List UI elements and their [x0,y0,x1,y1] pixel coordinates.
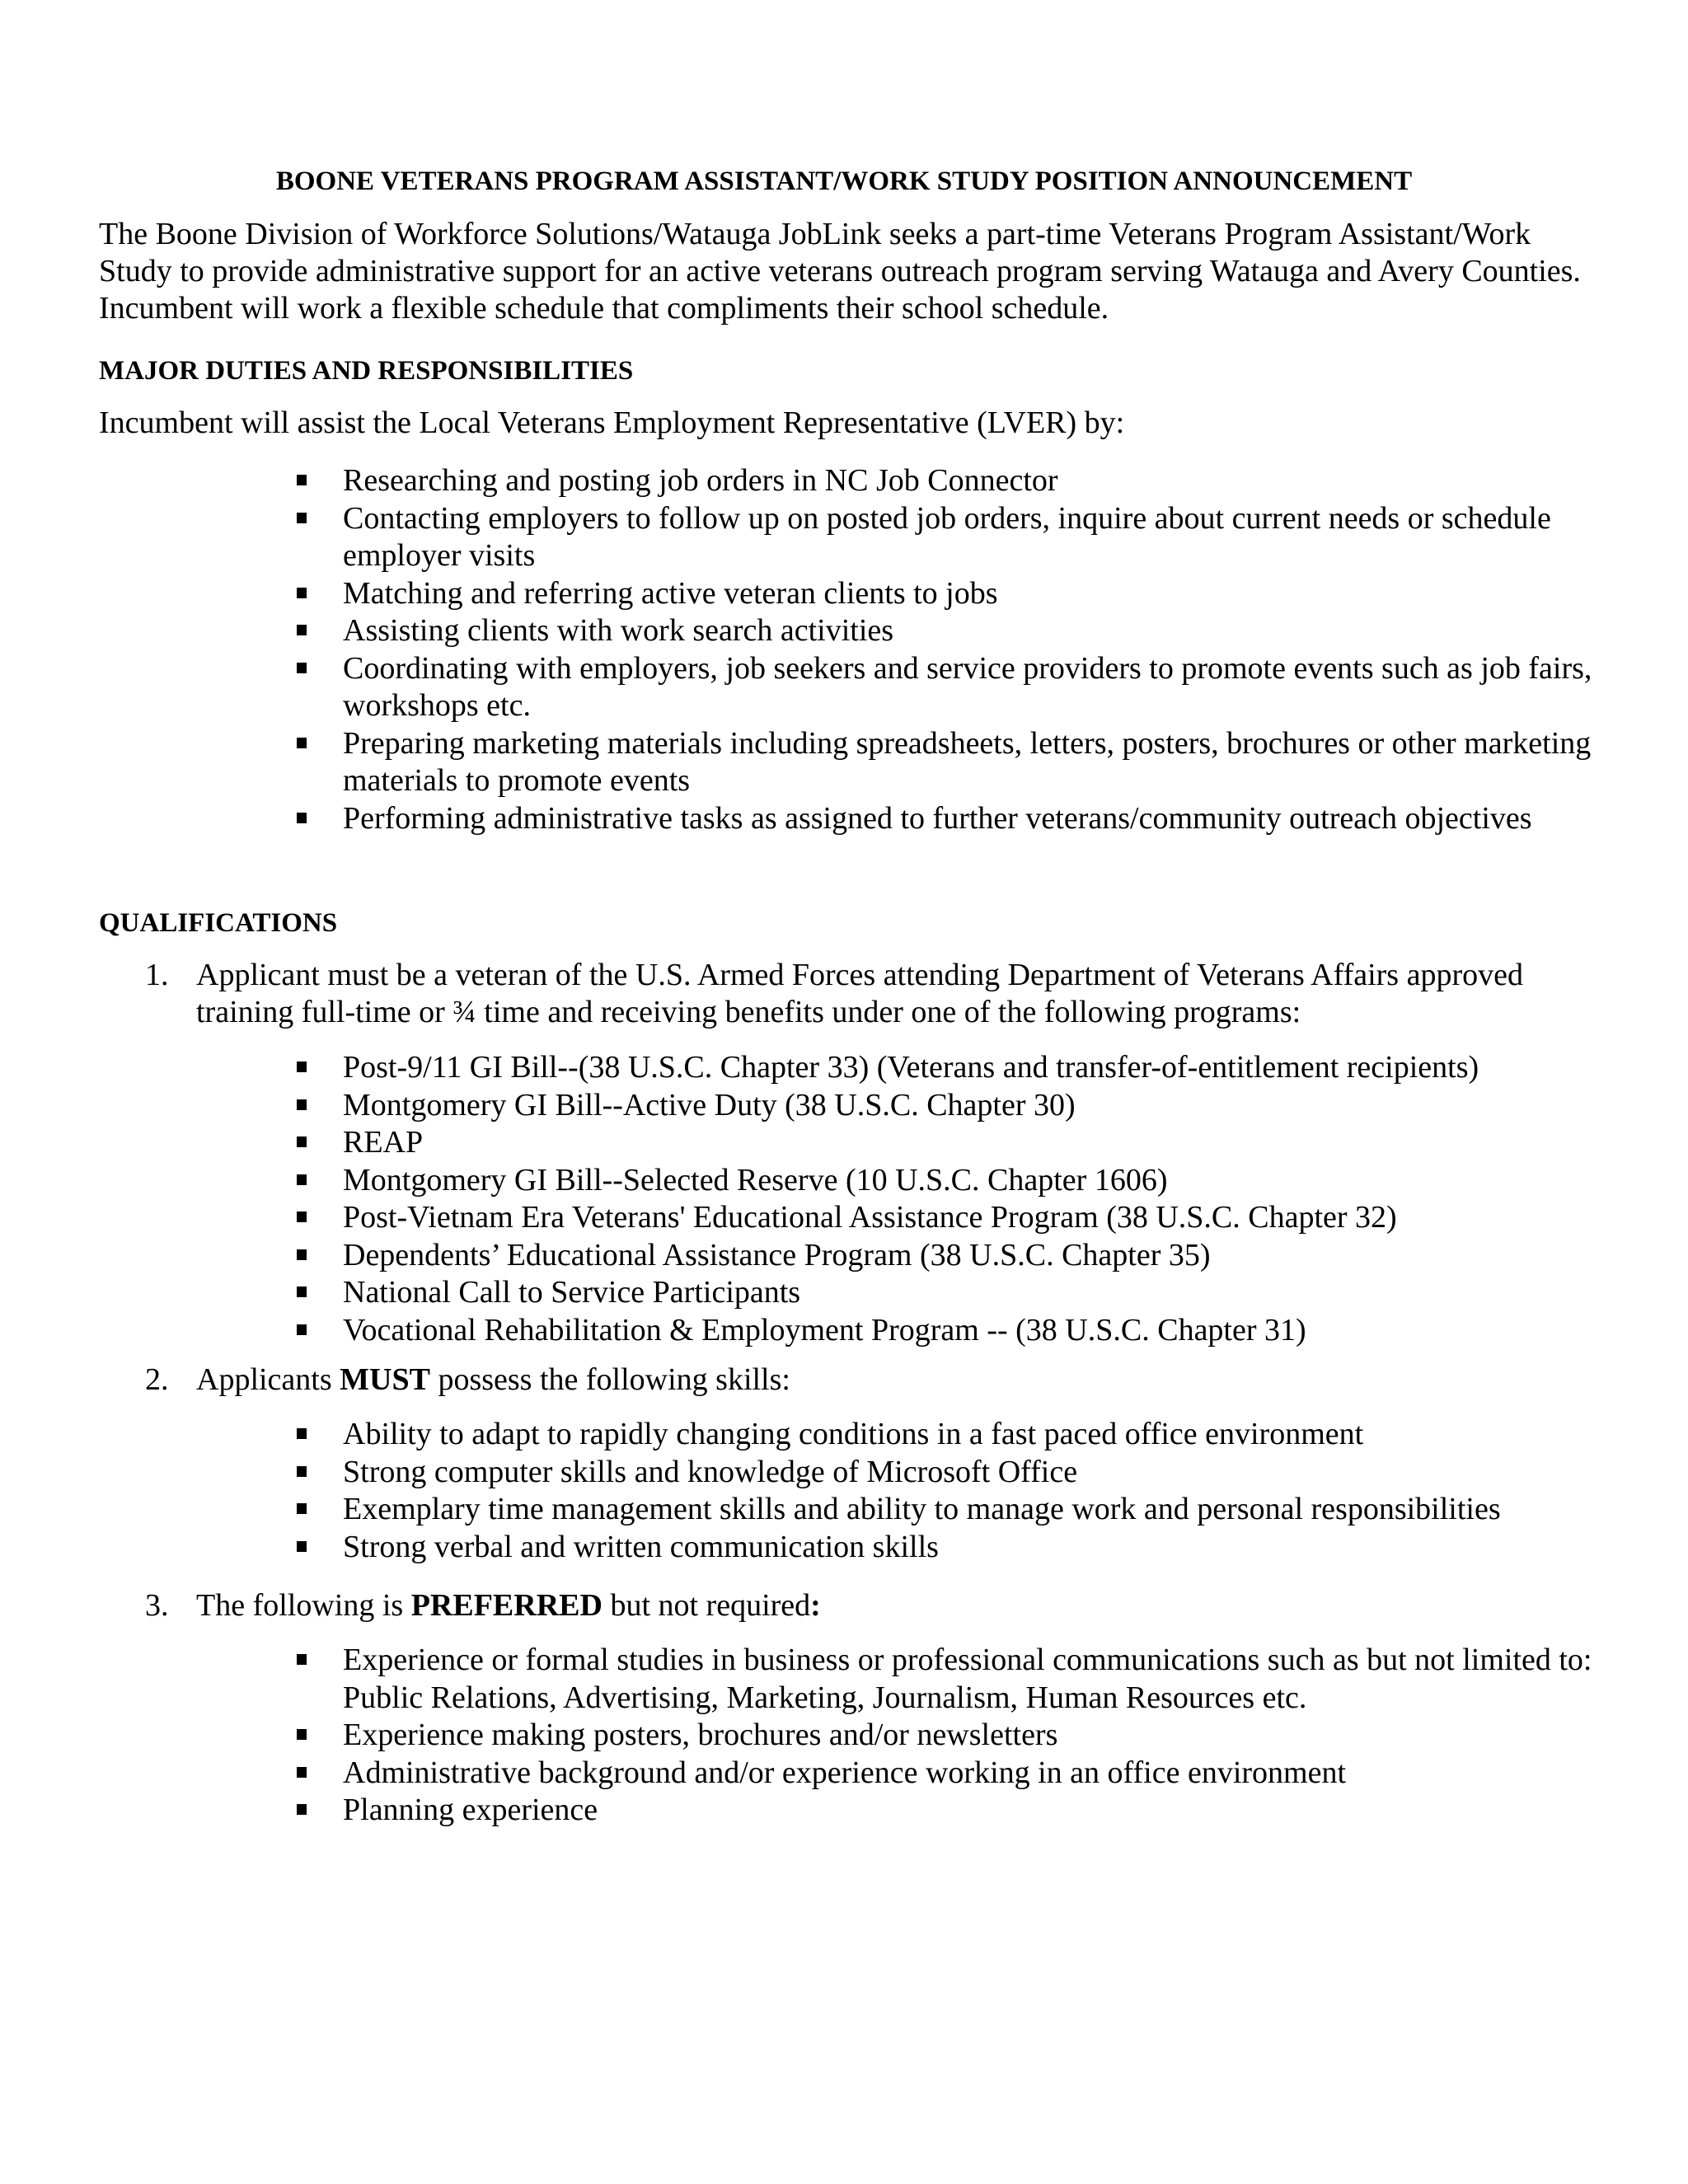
square-bullet-icon [297,738,307,748]
list-item: REAP [0,1124,1688,1162]
duties-lead: Incumbent will assist the Local Veterans Employment Representative (LVER) by: [99,405,1125,440]
list-item: Post-9/11 GI Bill--(38 U.S.C. Chapter 33) (Veterans and transfer-of-entitlement recipients) [0,1049,1688,1087]
list-item: Post-Vietnam Era Veterans' Educational Assistance Program (38 U.S.C. Chapter 32) [0,1199,1688,1237]
document-title: BOONE VETERANS PROGRAM ASSISTANT/WORK STUDY POSITION ANNOUNCEMENT [275,166,1413,196]
square-bullet-icon [297,1767,307,1778]
qualification-text: The following is PREFERRED but not required: [196,1588,821,1623]
square-bullet-icon [297,1249,307,1260]
list-item: Researching and posting job orders in NC Job Connector [0,462,1688,500]
list-item: Administrative background and/or experience working in an office environment [0,1755,1688,1793]
square-bullet-icon [297,813,307,823]
square-bullet-icon [297,1503,307,1514]
square-bullet-icon [297,1099,307,1110]
list-item: Performing administrative tasks as assigned to further veterans/community outreach objectives [0,800,1688,838]
qualification-number: 3. [145,1588,169,1623]
list-item: Experience making posters, brochures and/or newsletters [0,1717,1688,1755]
list-item: Vocational Rehabilitation & Employment Program -- (38 U.S.C. Chapter 31) [0,1312,1688,1350]
square-bullet-icon [297,625,307,635]
qualifications-heading: QUALIFICATIONS [99,908,338,938]
list-item: Coordinating with employers, job seekers and service providers to promote events such as job fairs, workshops etc. [0,650,1688,725]
square-bullet-icon [297,1174,307,1185]
duties-heading: MAJOR DUTIES AND RESPONSIBILITIES [99,356,634,386]
intro-paragraph: The Boone Division of Workforce Solutions/Watauga JobLink seeks a part-time Veterans Program Assistant/Work Study to provide administrative support for an active veterans outreach program serving Watauga and Avery Counties. Incumbent will work a flexible schedule that compliments their school schedule. [99,217,1581,326]
list-item: Strong computer skills and knowledge of Microsoft Office [0,1454,1688,1492]
programs-list [0,1049,1688,1349]
square-bullet-icon [297,1804,307,1815]
square-bullet-icon [297,1062,307,1072]
qualification-text: Applicants MUST possess the following skills: [196,1362,790,1397]
duties-list [0,462,1688,837]
preferred-list [0,1642,1688,1830]
list-item: Preparing marketing materials including spreadsheets, letters, posters, brochures or other marketing materials to promote events [0,725,1688,800]
list-item: Matching and referring active veteran clients to jobs [0,575,1688,613]
square-bullet-icon [297,513,307,523]
square-bullet-icon [297,1324,307,1335]
square-bullet-icon [297,1654,307,1665]
list-item: Montgomery GI Bill--Active Duty (38 U.S.C. Chapter 30) [0,1087,1688,1125]
list-item: Exemplary time management skills and ability to manage work and personal responsibilities [0,1491,1688,1529]
list-item: National Call to Service Participants [0,1274,1688,1312]
list-item: Dependents’ Educational Assistance Program (38 U.S.C. Chapter 35) [0,1237,1688,1275]
square-bullet-icon [297,1286,307,1297]
qualification-number: 1. [145,958,169,992]
qualification-text: Applicant must be a veteran of the U.S. Armed Forces attending Department of Veterans Affairs approved training full-time or ¾ time and receiving benefits under one of the following programs: [196,958,1523,1029]
square-bullet-icon [297,1137,307,1147]
list-item: Strong verbal and written communication skills [0,1529,1688,1567]
square-bullet-icon [297,1729,307,1740]
square-bullet-icon [297,1428,307,1439]
skills-list [0,1416,1688,1566]
square-bullet-icon [297,1466,307,1477]
square-bullet-icon [297,475,307,485]
list-item: Ability to adapt to rapidly changing conditions in a fast paced office environment [0,1416,1688,1454]
list-item: Assisting clients with work search activities [0,612,1688,650]
qualification-number: 2. [145,1362,169,1397]
list-item: Planning experience [0,1792,1688,1830]
square-bullet-icon [297,588,307,598]
square-bullet-icon [297,663,307,673]
square-bullet-icon [297,1212,307,1222]
list-item: Experience or formal studies in business or professional communications such as but not limited to: Public Relations, Advertising, Marketing, Journalism, Human Resources etc. [0,1642,1688,1717]
list-item: Contacting employers to follow up on posted job orders, inquire about current needs or schedule employer visits [0,500,1688,575]
square-bullet-icon [297,1541,307,1552]
list-item: Montgomery GI Bill--Selected Reserve (10 U.S.C. Chapter 1606) [0,1162,1688,1200]
